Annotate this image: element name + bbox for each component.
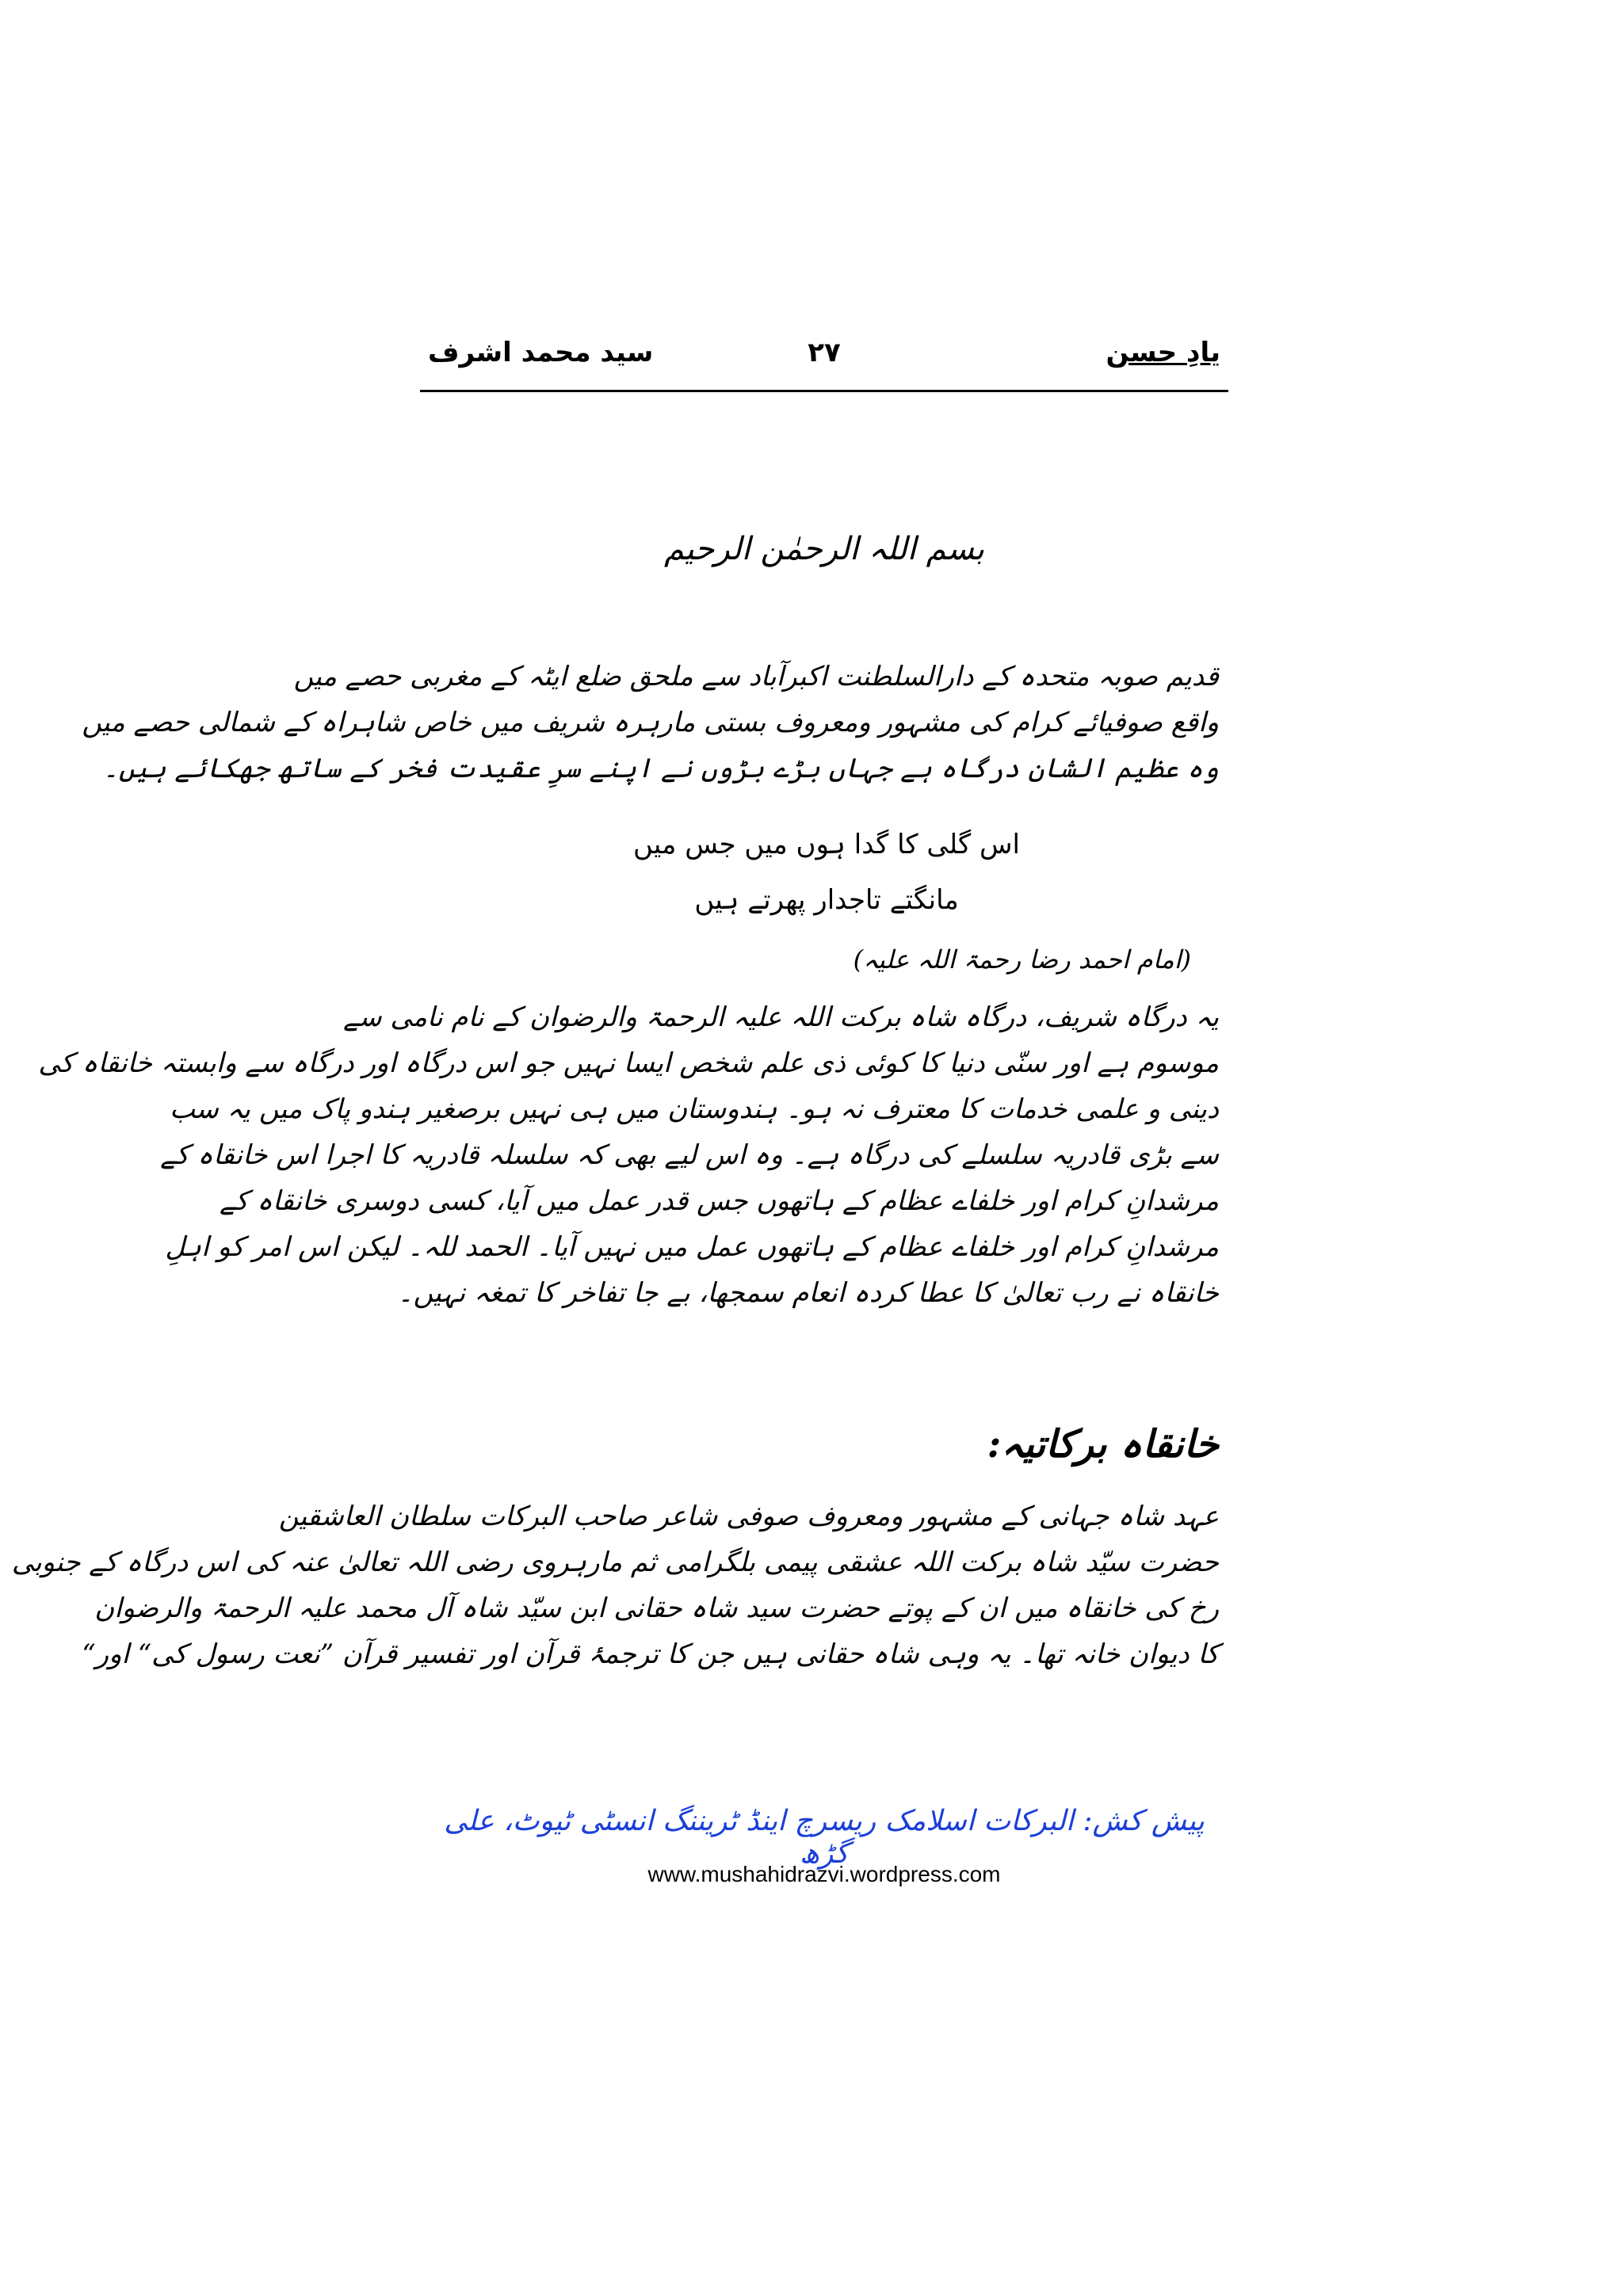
text-line: دینی و علمی خدمات کا معترف نہ ہو۔ ہندوستان میں ہی نہیں برصغیر ہندو پاک میں یہ سب [169, 1093, 1219, 1125]
section-heading: خانقاہ برکاتیہ: [987, 1422, 1219, 1466]
text-line: مرشدانِ کرام اور خلفاے عظام کے ہاتھوں جس قدر عمل میں آیا، کسی دوسری خانقاہ کے [220, 1185, 1219, 1217]
footer-url[interactable]: www.mushahidrazvi.wordpress.com [647, 1862, 1001, 1886]
page-number: ۲۷ [808, 337, 841, 368]
book-title: یادِ حسن [1106, 337, 1220, 368]
text-line: قدیم صوبہ متحدہ کے دارالسلطنت اکبرآباد سے ملحق ضلع ایٹہ کے مغربی حصے میں [293, 661, 1219, 692]
author-name: سید محمد اشرف [428, 337, 654, 368]
text-line: رخ کی خانقاہ میں ان کے پوتے حضرت سید شاہ حقانی ابن سیّد شاہ آل محمد علیہ الرحمۃ والرضوان [94, 1592, 1219, 1624]
paragraph-dargah [38, 994, 1219, 1316]
text-line: سے بڑی قادریہ سلسلے کی درگاہ ہے۔ وہ اس لیے بھی کہ سلسلہ قادریہ کا اجرا اس خانقاہ کے [160, 1139, 1219, 1171]
text-line: خانقاہ نے رب تعالیٰ کا عطا کردہ انعام سمجھا، بے جا تفاخر کا تمغہ نہیں۔ [397, 1277, 1219, 1309]
verse-line-2: مانگتے تاجدار پھرتے ہیں [694, 884, 959, 916]
footer-presenter: پیش کش: البرکات اسلامک ریسرچ اینڈ ٹریننگ انسٹی ٹیوٹ، علی گڑھ [444, 1805, 1205, 1870]
text-line: عہد شاہ جہانی کے مشہور ومعروف صوفی شاعر صاحب البرکات سلطان العاشقین [278, 1501, 1219, 1532]
paragraph-intro [82, 654, 1219, 791]
text-line: واقع صوفیائے کرام کی مشہور ومعروف بستی مارہرہ شریف میں خاص شاہراہ کے شمالی حصے میں [82, 707, 1219, 738]
text-line: یہ درگاہ شریف، درگاہ شاہ برکت اللہ علیہ الرحمۃ والرضوان کے نام نامی سے [343, 1001, 1219, 1033]
text-line: موسوم ہے اور سنّی دنیا کا کوئی ذی علم شخص ایسا نہیں جو اس درگاہ اور درگاہ سے وابستہ خانقاہ کی [38, 1047, 1219, 1079]
bismillah-heading: بسم اللہ الرحمٰن الرحیم [663, 531, 985, 567]
verse-line-1: اس گلی کا گدا ہوں میں جس میں [633, 829, 1020, 860]
text-line: وہ عظیم الشان درگاہ ہے جہاں بڑے بڑوں نے اپنے سرِ عقیدت فخر کے ساتھ جھکائے ہیں۔ [102, 753, 1219, 784]
running-header [420, 321, 1228, 392]
text-line: حضرت سیّد شاہ برکت اللہ عشقی پیمی بلگرامی ثم مارہروی رضی اللہ تعالیٰ عنہ کی اس درگاہ کے جنوبی [11, 1547, 1219, 1578]
paragraph-khanqah [11, 1493, 1219, 1677]
text-line: کا دیوان خانہ تھا۔ یہ وہی شاہ حقانی ہیں جن کا ترجمۂ قرآن اور تفسیر قرآن ”نعت رسول کی“ اور“ [82, 1638, 1219, 1670]
text-line: مرشدانِ کرام اور خلفاے عظام کے ہاتھوں عمل میں نہیں آیا۔ الحمد للہ۔ لیکن اس امر کو اہلِ [165, 1231, 1219, 1263]
header-divider [420, 390, 1228, 392]
verse-attribution: (امام احمد رضا رحمۃ اللہ علیہ) [853, 944, 1191, 974]
